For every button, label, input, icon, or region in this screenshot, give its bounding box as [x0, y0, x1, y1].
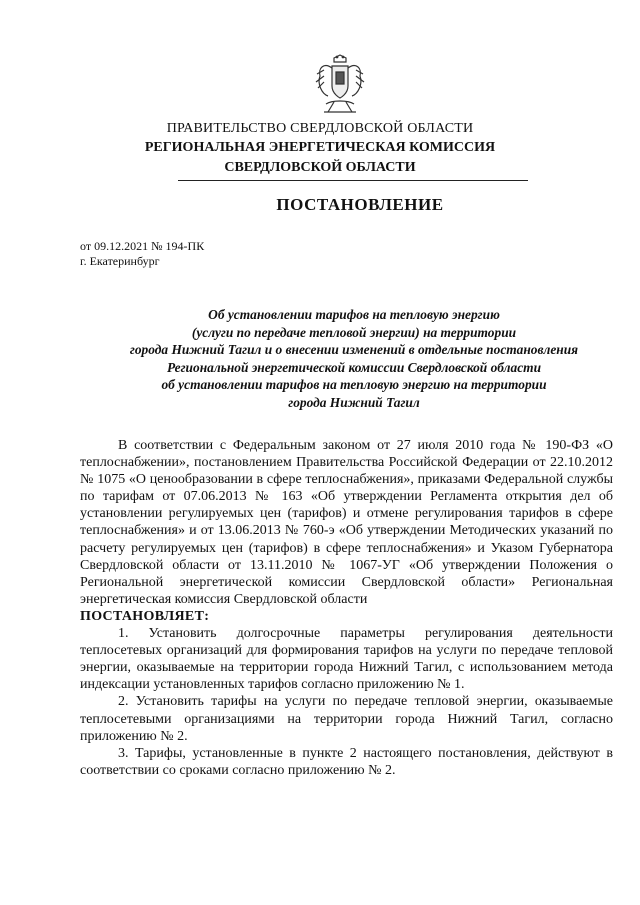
commission-name: РЕГИОНАЛЬНАЯ ЭНЕРГЕТИЧЕСКАЯ КОМИССИЯ [144, 140, 496, 155]
subject-line: города Нижний Тагил [288, 394, 420, 410]
document-city: г. Екатеринбург [80, 254, 160, 268]
document-date-number: от 09.12.2021 № 194-ПК [80, 239, 205, 253]
preamble-paragraph: В соответствии с Федеральным законом от 27 июля 2010 года № 190-ФЗ «О теплоснабжении», постановлением Правительства Российской Федерации от 22.10.2012 № 1075 «О ценообразовании в сфере теплоснабжения», приказами Федеральной службы по тарифам от 07.06.2013 № 163 «Об утверждении Регламента открытия дел об установлении регулируемых цен (тарифов) и отмене регулирования тарифов в сфере теплоснабжения» и от 13.06.2013 № 760-э «Об утверждении Методических указаний по расчету регулируемых цен (тарифов) в сфере теплоснабжения» и Указом Губернатора Свердловской области от 13.11.2010 № 1067-УГ «Об утверждении Положения о Региональной энергетической комиссии Свердловской области» Региональная энергетическая комиссия Свердловской области [80, 438, 613, 607]
government-name: ПРАВИТЕЛЬСТВО СВЕРДЛОВСКОЙ ОБЛАСТИ [166, 121, 474, 136]
subject-line: города Нижний Тагил и о внесении изменений в отдельные постановления [129, 342, 579, 358]
subject-line: (услуги по передаче тепловой энергии) на территории [191, 324, 517, 340]
document-subject [80, 306, 628, 412]
header-divider [178, 180, 528, 181]
coat-of-arms-icon [314, 54, 366, 116]
document-title: ПОСТАНОВЛЕНИЕ [276, 195, 444, 214]
decree-item-1: 1. Установить долгосрочные параметры регулирования деятельности теплосетевых организаций для формирования тарифов на услуги по передаче тепловой энергии, оказываемые на территории города Нижний Тагил, с использованием метода индексации установленных тарифов согласно приложению № 1. [80, 626, 613, 693]
decree-heading: ПОСТАНОВЛЯЕТ: [80, 608, 210, 624]
decree-item-3: 3. Тарифы, установленные в пункте 2 настоящего постановления, действуют в соответствии со сроками согласно приложению № 2. [80, 745, 613, 778]
subject-line: Региональной энергетической комиссии Свердловской области [166, 359, 542, 375]
subject-line: Об установлении тарифов на тепловую энергию [208, 307, 500, 322]
region-name: СВЕРДЛОВСКОЙ ОБЛАСТИ [224, 160, 416, 175]
subject-line: об установлении тарифов на тепловую энергию на территории [161, 377, 547, 393]
document-body [80, 437, 613, 779]
decree-item-2: 2. Установить тарифы на услуги по передаче тепловой энергии, оказываемые теплосетевыми организациями на территории города Нижний Тагил, согласно приложению № 2. [80, 694, 613, 744]
